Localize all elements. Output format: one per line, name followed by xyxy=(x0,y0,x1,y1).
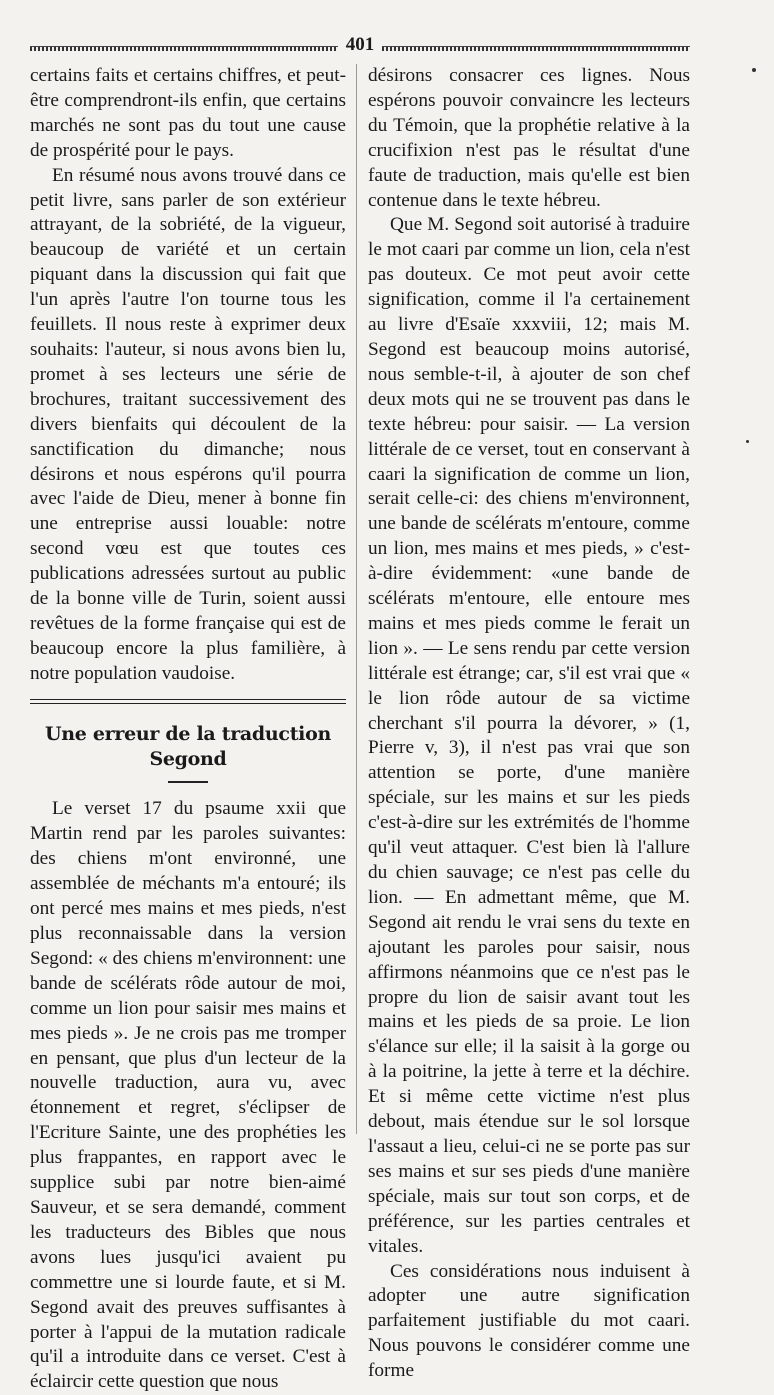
right-paragraph-1: désirons consacrer ces lignes. Nous espérons pouvoir convaincre les lecteurs du Témoin, que la prophétie relative à la crucifixion n'est pas le résultat d'une faute de traduction, mais qu'elle est bien contenue dans le texte hébreu. xyxy=(368,65,690,211)
page-header xyxy=(30,34,690,56)
section-divider xyxy=(30,699,346,704)
page-number: 401 xyxy=(345,34,375,55)
right-column xyxy=(368,64,690,1384)
header-rule-left xyxy=(30,46,338,51)
right-paragraph-3: Ces considérations nous induisent à adopter une autre signification parfaitement justifiable du mot caari. Nous pouvons le considérer comme une forme xyxy=(368,1260,690,1382)
right-paragraph-2: Que M. Segond soit autorisé à traduire le mot caari par comme un lion, cela n'est pas douteux. Ce mot peut avoir cette signification, comme il l'a certainement au livre d'Esaïe xxxviii, 12; mais M. Segond est beaucoup moins autorisé, nous semble-t-il, à ajouter de son chef deux mots qui ne se trouvent pas dans le texte hébreu: pour saisir. — La version littérale de ce verset, tout en conservant à caari la signification de comme un lion, serait celle-ci: des chiens m'environnent, une bande de scélérats m'entoure, comme un lion, mes mains et mes pieds, » c'est-à-dire évidemment: «une bande de scélérats m'entoure, elle entoure mes mains et mes pieds comme le ferait un lion ». — Le sens rendu par cette version littérale est étrange; car, s'il est vrai que « le lion rôde autour de sa victime cherchant s'il pourra la dévorer, » (1, Pierre v, 3), il n'est pas vrai que son attention se porte, d'une manière spéciale, sur les mains et sur les pieds c'est-à-dire sur les extrémités de l'homme qu'il veut attaquer. C'est bien là l'allure du chien sauvage; ce n'est pas celle du lion. — En admettant même, que M. Segond ait rendu le vrai sens du texte en ajoutant les paroles pour saisir, nous affirmons néanmoins que ce n'est pas le propre du lion de saisir avant tout les mains et les pieds de sa proie. Le lion s'élance sur elle; il la saisit à la gorge ou à la poitrine, la jette à terre et la déchire. Et si même cette victime n'est plus debout, mais étendue sur le sol lorsque l'assaut a lieu, celui-ci ne se porte pas sur ses mains et sur ses pieds d'une manière spéciale, mais sur tout son corps, et de préférence, sur les parties centrales et vitales. xyxy=(368,214,690,1257)
ink-speck xyxy=(752,68,756,72)
title-underline xyxy=(168,781,208,783)
left-paragraph-2: En résumé nous avons trouvé dans ce petit livre, sans parler de son extérieur attrayant, de la sobriété, de la vigueur, beaucoup de variété et un certain piquant dans la discussion qui fait que l'un après l'autre l'on tourne tous les feuillets. Il nous reste à exprimer deux souhaits: l'auteur, si nous avons bien lu, promet à ses lecteurs une série de brochures, traitant successivement des divers bienfaits qui découlent de la sanctification du dimanche; nous désirons et nous espérons qu'il pourra avec l'aide de Dieu, mener à bonne fin une entreprise aussi louable: notre second vœu est que toutes ces publications adressées surtout au public de la bonne ville de Turin, soient aussi revêtues de la forme française qui est de beaucoup encore la plus familière, à notre population vaudoise. xyxy=(30,164,346,684)
article-title: Une erreur de la traduction Segond xyxy=(44,722,331,770)
left-column xyxy=(30,64,346,1395)
left-paragraph-3: Le verset 17 du psaume xxii que Martin rend par les paroles suivantes: des chiens m'ont environné, une assemblée de méchants m'a entouré; ils ont percé mes mains et mes pieds, n'est plus reconnaissable dans la version Segond: « des chiens m'environnent: une bande de scélérats rôde autour de moi, comme un lion pour saisir mes mains et mes pieds ». Je ne crois pas me tromper en pensant, que plus d'un lecteur de la nouvelle traduction, aura vu, avec étonnement et regret, s'éclipser de l'Ecriture Sainte, une des prophéties les plus frappantes, en rapport avec le supplice subi par notre bien-aimé Sauveur, et se sera demandé, comment les traducteurs des Bibles que nous avons lues jusqu'ici avaient pu commettre une si lourde faute, et si M. Segond avait des preuves suffisantes à porter à l'appui de la mutation radicale qu'il a introduite dans ce verset. C'est à éclaircir cette question que nous xyxy=(30,798,346,1393)
left-paragraph-1: certains faits et certains chiffres, et peut-être comprendront-ils enfin, que certains marchés ne sont pas du tout une cause de prospérité pour le pays. xyxy=(30,65,346,161)
ink-speck xyxy=(746,440,749,443)
column-divider xyxy=(356,64,357,1134)
header-rule-right xyxy=(382,46,690,51)
